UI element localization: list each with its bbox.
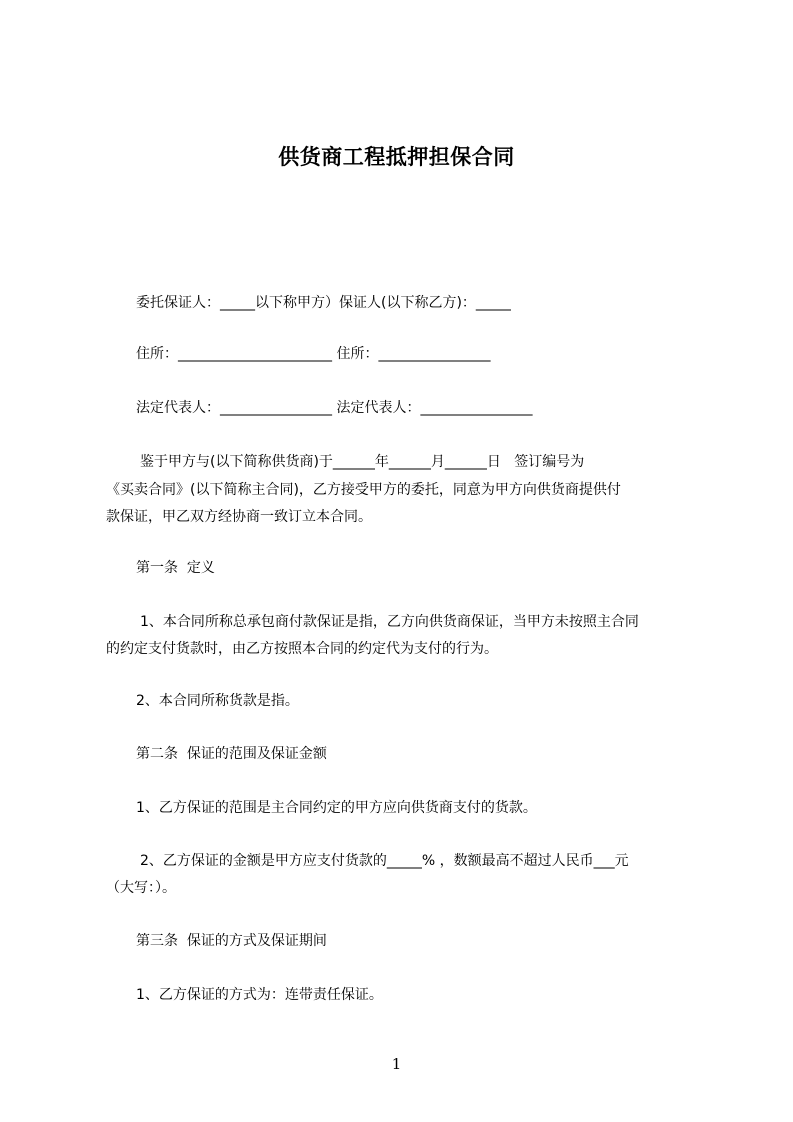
article-2-heading: 第二条 保证的范围及保证金额 bbox=[136, 746, 327, 762]
article-1-heading: 第一条 定义 bbox=[136, 560, 215, 576]
preamble-line-2: 《买卖合同》(以下简称主合同)，乙方接受甲方的委托，同意为甲方向供货商提供付 bbox=[106, 482, 621, 498]
article-1-clause-2: 2、本合同所称货款是指。 bbox=[136, 693, 299, 709]
parties-line-principal: 委托保证人：_____以下称甲方）保证人(以下称乙方)：_____ bbox=[136, 295, 511, 311]
article-1-clause-1-line-2: 的约定支付货款时，由乙方按照本合同的约定代为支付的行为。 bbox=[106, 641, 498, 657]
preamble-line-3: 款保证，甲乙双方经协商一致订立本合同。 bbox=[106, 509, 372, 525]
preamble-line-1: 鉴于甲方与(以下简称供货商)于______年______月______日 签订编号为 bbox=[140, 454, 585, 470]
article-3-heading: 第三条 保证的方式及保证期间 bbox=[136, 933, 327, 949]
article-2-clause-2-line-1: 2、乙方保证的金额是甲方应支付货款的_____% ，数额最高不超过人民币___元 bbox=[140, 853, 629, 869]
article-2-clause-2-line-2: （大写：）。 bbox=[106, 880, 176, 896]
article-1-clause-1-line-1: 1、本合同所称总承包商付款保证是指，乙方向供货商保证，当甲方未按照主合同 bbox=[140, 614, 639, 630]
article-3-clause-1: 1、乙方保证的方式为：连带责任保证。 bbox=[136, 987, 383, 1003]
article-2-clause-1: 1、乙方保证的范围是主合同约定的甲方应向供货商支付的货款。 bbox=[136, 800, 537, 816]
parties-line-representative: 法定代表人：________________ 法定代表人：________________ bbox=[136, 400, 533, 416]
parties-line-address: 住所：______________________ 住所：________________ bbox=[136, 346, 491, 362]
page-number: 1 bbox=[391, 1055, 402, 1073]
document-title: 供货商工程抵押担保合同 bbox=[278, 145, 515, 169]
